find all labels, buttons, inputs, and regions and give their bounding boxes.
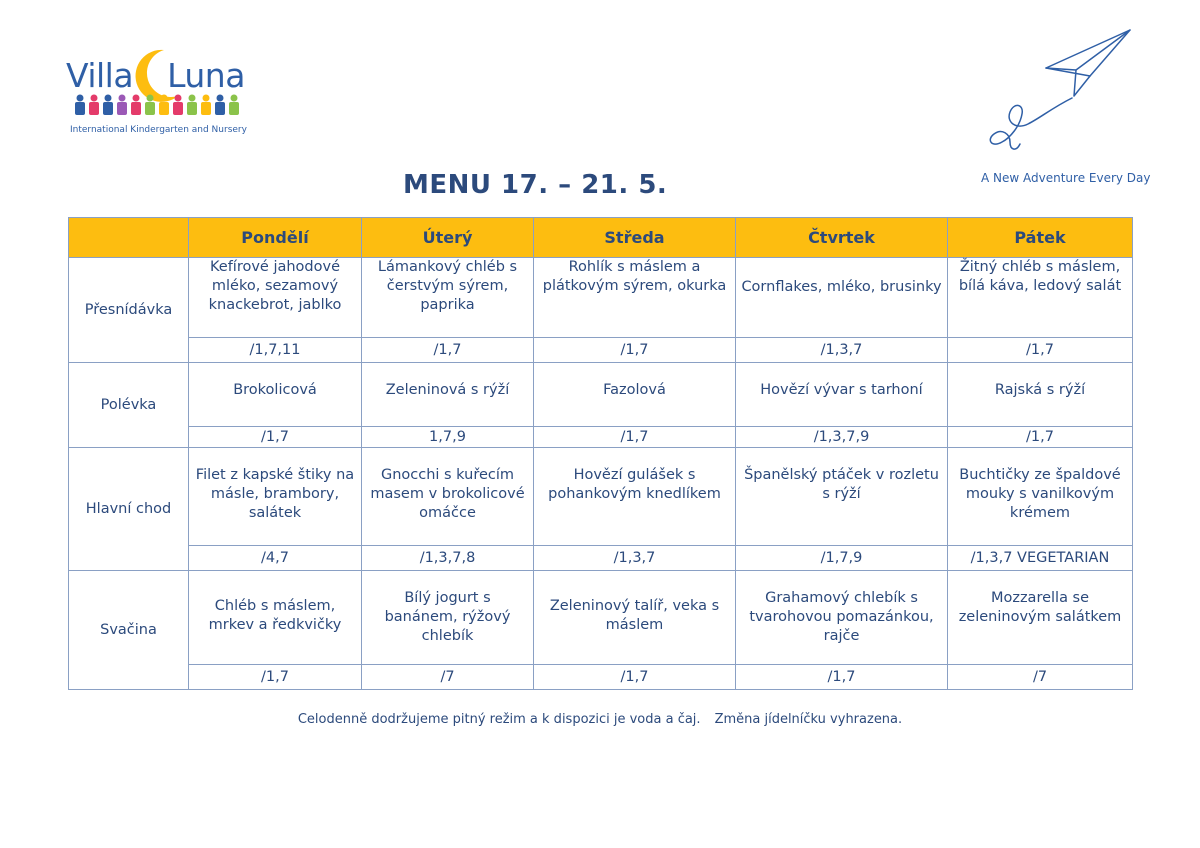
allergen-cell: /1,7 [948,338,1133,363]
allergen-cell: /1,7,9 [736,546,948,571]
table-row [69,571,1133,665]
logo-tagline: International Kindergarten and Nursery [70,125,247,135]
dish-cell: Grahamový chlebík s tvarohovou pomazánkou, rajče [736,571,948,665]
dish-cell: Chléb s máslem, mrkev a ředkvičky [189,571,362,665]
header-corner [69,218,189,258]
dish-cell: Brokolicová [189,363,362,427]
allergen-cell: /7 [362,665,534,690]
page-title: MENU 17. – 21. 5. [403,170,668,200]
allergen-cell: /1,3,7,9 [736,427,948,448]
allergen-cell: /1,3,7,8 [362,546,534,571]
dish-cell: Zeleninový talíř, veka s máslem [534,571,736,665]
dish-cell: Hovězí gulášek s pohankovým knedlíkem [534,448,736,546]
dish-cell: Bílý jogurt s banánem, rýžový chlebík [362,571,534,665]
logo-name-luna: Luna [167,56,245,95]
allergen-cell: /1,7 [534,427,736,448]
meal-label: Hlavní chod [69,448,189,571]
dish-cell: Lámankový chléb s čerstvým sýrem, paprika [362,258,534,338]
dish-cell: Mozzarella se zeleninovým salátkem [948,571,1133,665]
meal-label: Přesnídávka [69,258,189,363]
footer-note [0,712,1200,727]
dish-cell: Gnocchi s kuřecím masem v brokolicové omáčce [362,448,534,546]
meal-label: Polévka [69,363,189,448]
header-day: Pondělí [189,218,362,258]
dish-cell: Španělský ptáček v rozletu s rýží [736,448,948,546]
footer-change-note: Změna jídelníčku vyhrazena. [714,712,903,727]
allergen-row [69,338,1133,363]
header-day: Středa [534,218,736,258]
allergen-cell: /1,7 [948,427,1133,448]
allergen-cell: /7 [948,665,1133,690]
allergen-cell: /1,7 [189,427,362,448]
allergen-cell: /1,7,11 [189,338,362,363]
table-row [69,258,1133,338]
dish-cell: Žitný chléb s máslem, bílá káva, ledový salát [948,258,1133,338]
allergen-cell: /1,7 [534,338,736,363]
dish-cell: Filet z kapské štiky na másle, brambory, salátek [189,448,362,546]
dish-cell: Zeleninová s rýží [362,363,534,427]
allergen-cell: 1,7,9 [362,427,534,448]
dish-cell: Hovězí vývar s tarhoní [736,363,948,427]
weekly-menu-table [68,217,1133,690]
dish-cell: Rohlík s máslem a plátkovým sýrem, okurka [534,258,736,338]
footer-drinking-note: Celodenně dodržujeme pitný režim a k dispozici je voda a čaj. [297,712,701,727]
header-day: Úterý [362,218,534,258]
header-day: Čtvrtek [736,218,948,258]
paper-plane-icon [980,26,1140,158]
table-row [69,448,1133,546]
allergen-cell: /1,3,7 VEGETARIAN [948,546,1133,571]
allergen-row [69,546,1133,571]
children-row-icon [72,94,240,116]
table-header-row [69,218,1133,258]
allergen-cell: /1,7 [534,665,736,690]
motto-text: A New Adventure Every Day [981,171,1151,185]
allergen-cell: /1,7 [189,665,362,690]
allergen-cell: /1,3,7 [736,338,948,363]
table-row [69,363,1133,427]
allergen-cell: /1,7 [362,338,534,363]
dish-cell: Buchtičky ze špaldové mouky s vanilkovým krémem [948,448,1133,546]
allergen-row [69,665,1133,690]
allergen-cell: /1,3,7 [534,546,736,571]
villa-luna-logo [66,42,256,142]
dish-cell: Cornflakes, mléko, brusinky [736,258,948,338]
dish-cell: Rajská s rýží [948,363,1133,427]
meal-label: Svačina [69,571,189,690]
allergen-cell: /4,7 [189,546,362,571]
allergen-row [69,427,1133,448]
logo-name-villa: Villa [66,56,134,95]
dish-cell: Fazolová [534,363,736,427]
header-day: Pátek [948,218,1133,258]
dish-cell: Kefírové jahodové mléko, sezamový knackebrot, jablko [189,258,362,338]
allergen-cell: /1,7 [736,665,948,690]
